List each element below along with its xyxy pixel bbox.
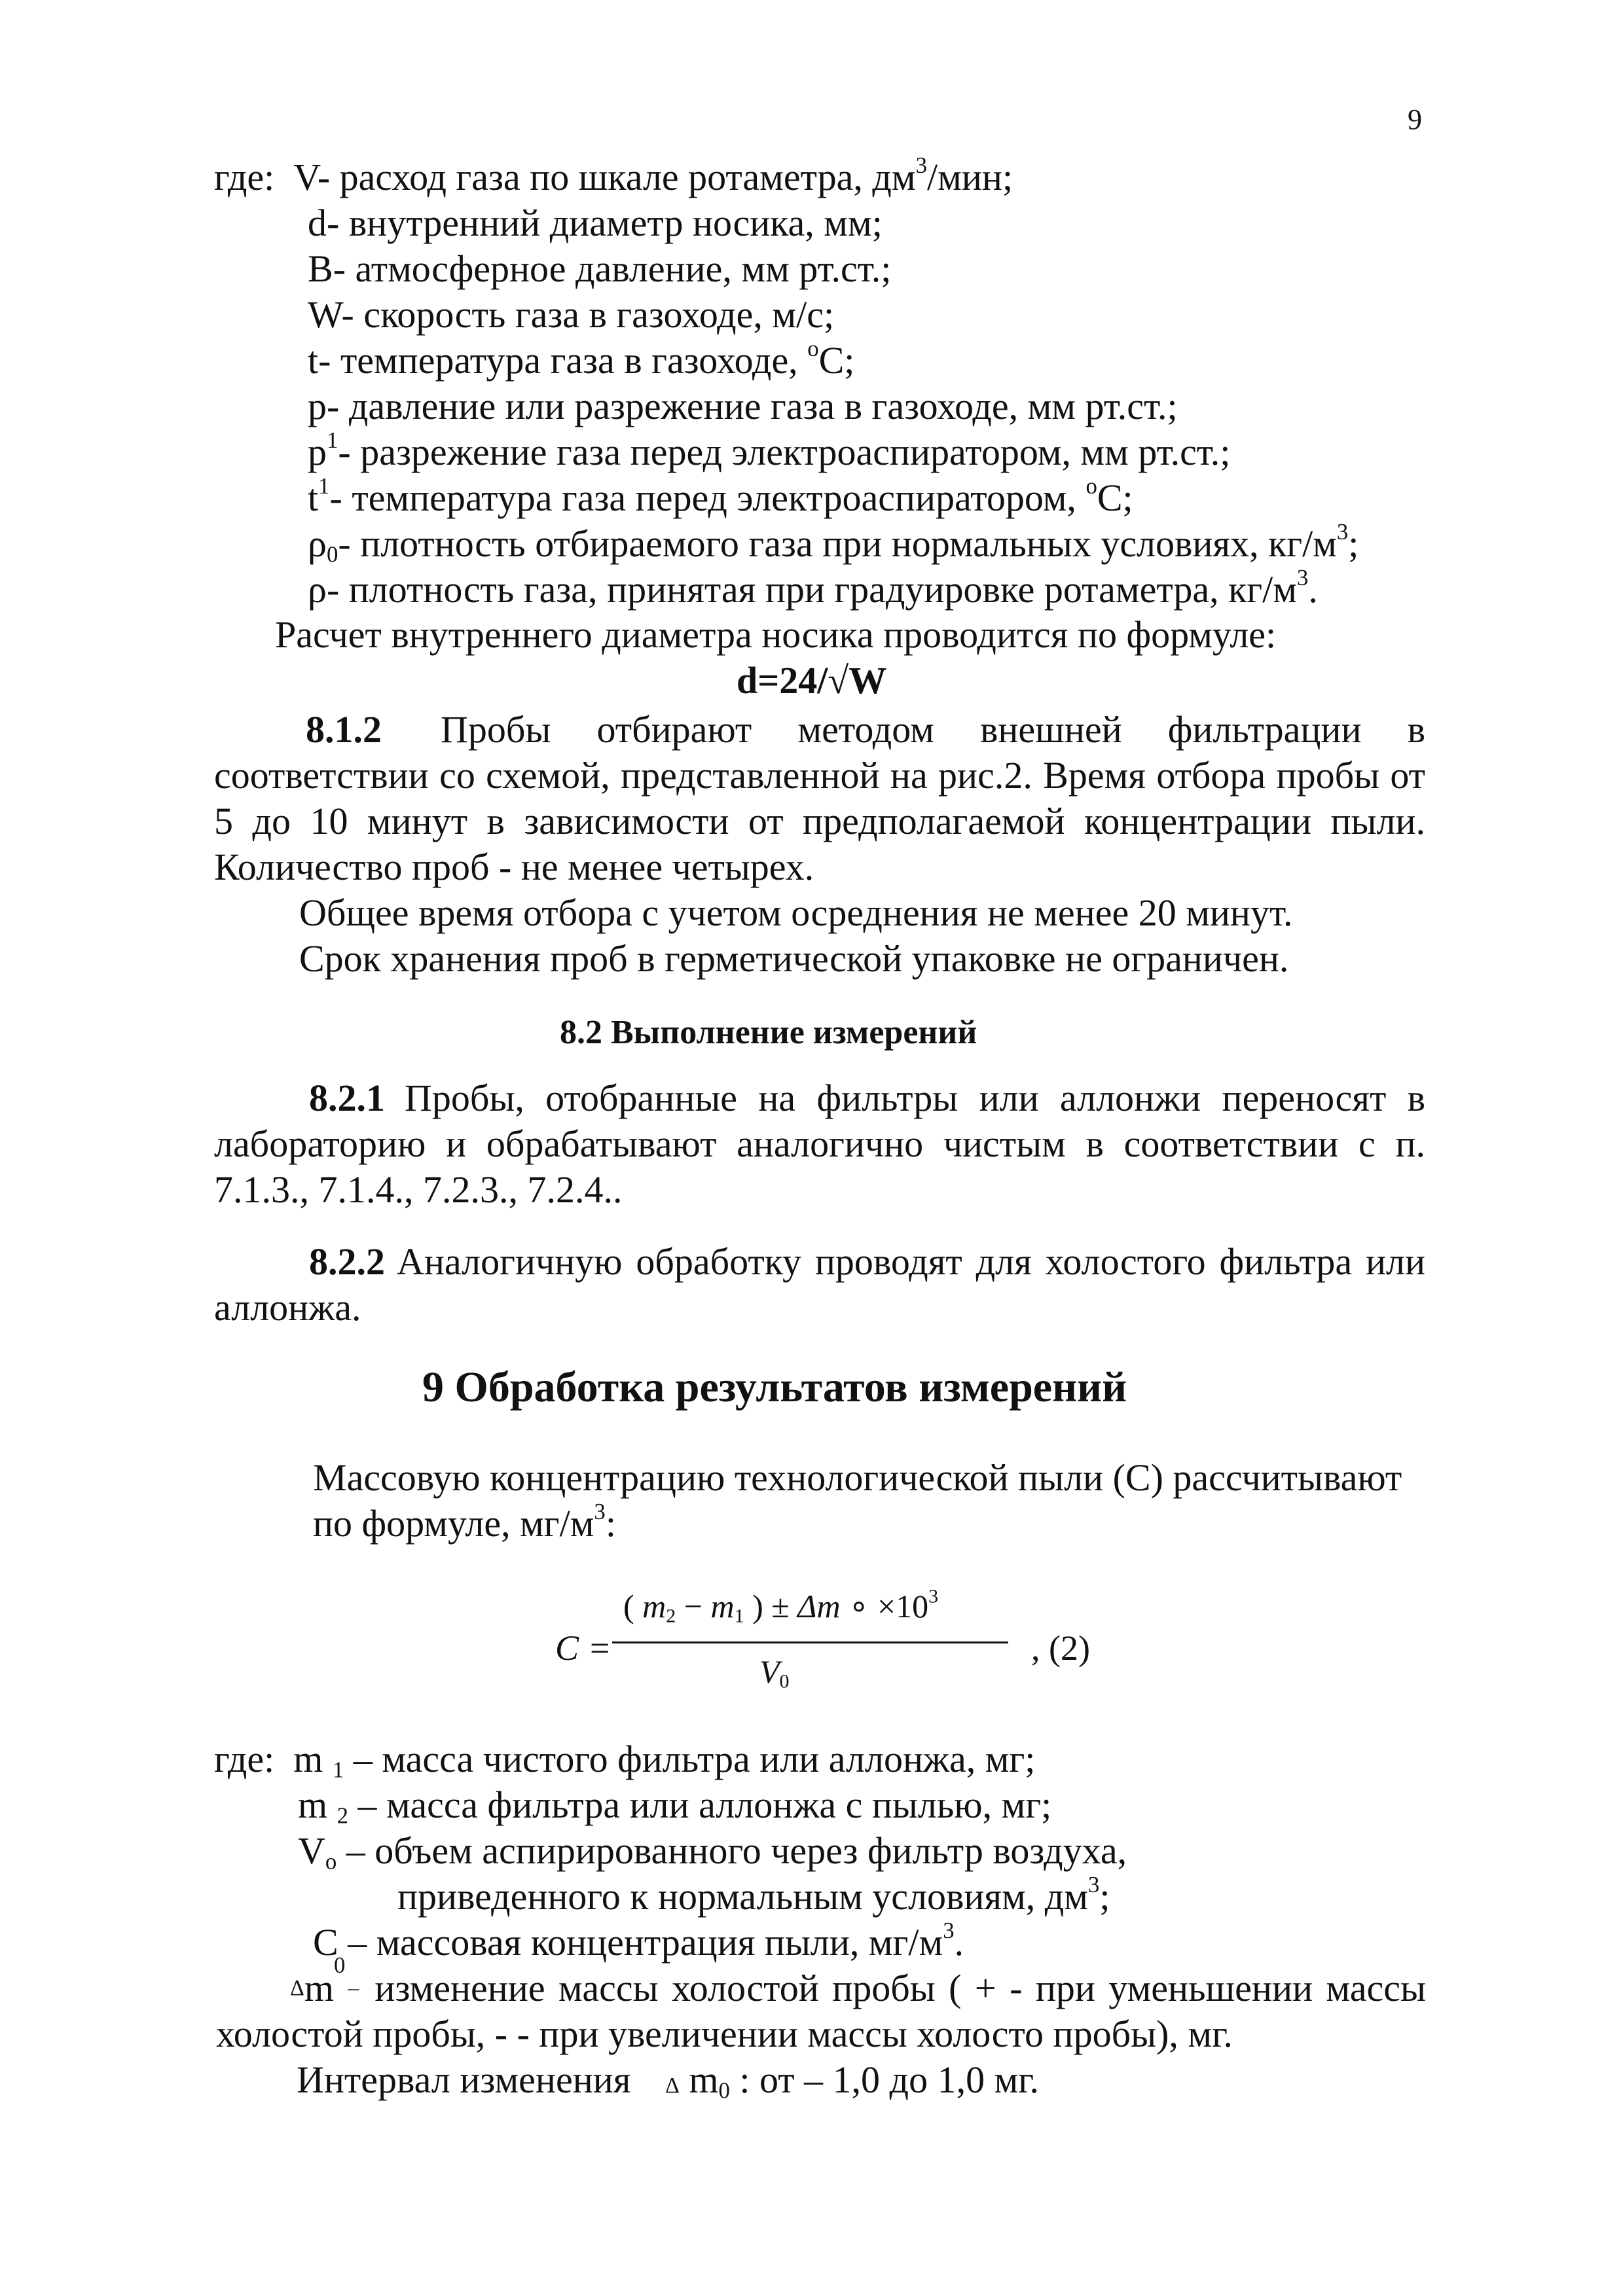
s821-line3: 7.1.3., 7.1.4., 7.2.3., 7.2.4.. [214, 1168, 623, 1211]
legend-item-b: В- атмосферное давление, мм рт.ст.; [308, 247, 892, 290]
s822-line1: 8.2.2 Аналогичную обработку проводят для холостого фильтра или [309, 1239, 1425, 1285]
fraction-bar [612, 1641, 1008, 1643]
s821-line2: лабораторию и обрабатывают аналогично чистым в соответствии с п. [214, 1122, 1425, 1165]
legend-item-p1: $р^1-$ разрежение газа перед электроаспиратором, мм рт.ст.; [308, 427, 1231, 473]
legend-item-rho: ρ- плотность газа, принятая при градуировке ротаметра, $кг/м^3$. [308, 564, 1318, 611]
section-heading-9: 9 Обработка результатов измерений [422, 1363, 1127, 1411]
conc-line2: по формуле, $мг/м^3$: [313, 1498, 616, 1545]
legend2-dm-cont: холостой пробы, - - при увеличении массы холосто пробы), мг. [216, 2013, 1233, 2055]
formula-lhs: C = [555, 1628, 611, 1668]
s812-line2: соответствии со схемой, представленной на рис.2. Время отбора пробы от [214, 754, 1425, 797]
legend2-m1: где: m $_1$ – масса чистого фильтра или аллонжа, мг; [214, 1738, 1036, 1783]
s821-number: 8.2.1 [309, 1077, 385, 1119]
s821-line1: 8.2.1 Пробы, отобранные на фильтры или аллонжи переносят в [309, 1075, 1425, 1121]
legend-item-v: где: V- расход газа по шкале ротаметра, $дм^3$/мин; [214, 152, 1013, 198]
legend2-intro: где: [214, 1738, 275, 1780]
legend2-dm: Δ m 0 – изменение массы холостой пробы ( + - при уменьшении массы [290, 1952, 1426, 2009]
legend-item-t1: $t^1-$ температура газа перед электроаспиратором, $^o$С; [308, 473, 1133, 519]
s812-line6: Срок хранения проб в герметической упаковке не ограничен. [299, 937, 1289, 980]
s812-line5: Общее время отбора с учетом осреднения не менее 20 минут. [299, 891, 1293, 934]
legend2-interval: Интервал изменения Δ $m_0$ : от – 1,0 до 1,0 мг. [297, 2058, 1040, 2104]
legend-item-p: р- давление или разрежение газа в газоходе, мм рт.ст.; [308, 385, 1178, 427]
legend-intro: где: [214, 156, 275, 198]
legend-item-t: t- температура газа в газоходе, $^o$С; [308, 335, 855, 382]
legend-item-w: W- скорость газа в газоходе, м/с; [308, 293, 835, 336]
formula-2 [524, 1585, 1090, 1718]
legend-item-d: d- внутренний диаметр носика, мм; [308, 202, 883, 244]
s812-line1: 8.1.2 Пробы отбирают методом внешней фильтрации в [306, 707, 1425, 753]
section-heading-8-2: 8.2 Выполнение измерений [560, 1014, 977, 1051]
nozzle-text: Расчет внутреннего диаметра носика проводится по формуле: [275, 613, 1277, 656]
s812-line3: 5 до 10 минут в зависимости от предполагаемой концентрации пыли. [214, 800, 1425, 842]
s822-line2: аллонжа. [214, 1286, 361, 1329]
legend2-c: С – массовая концентрация пыли, $мг/м^3$. [313, 1917, 964, 1964]
page-number: 9 [1408, 103, 1422, 135]
formula-number: , (2) [1031, 1628, 1090, 1668]
formula-denominator: $V_0$ [759, 1653, 790, 1693]
formula-numerator: ( $m_2 - m_1$ ) ± Δm ∘ $\times 10^3$ [623, 1585, 939, 1627]
legend-item-rho0: $\rho_0-$ плотность отбираемого газа при нормальных условиях, $кг/м^3$; [308, 518, 1359, 567]
s822-number: 8.2.2 [309, 1240, 385, 1283]
legend2-m2: m $_2$ – масса фильтра или аллонжа с пылью, мг; [298, 1784, 1052, 1829]
conc-line1: Массовую концентрацию технологической пыли (С) рассчитывают [313, 1456, 1402, 1499]
s812-number: 8.1.2 [306, 708, 382, 751]
legend2-v0-cont: приведенного к нормальным условиям, $дм^3$; [397, 1871, 1110, 1918]
legend2-v0: $V_о$ – объем аспирированного через фильтр воздуха, [298, 1829, 1127, 1874]
s812-line4: Количество проб - не менее четырех. [214, 846, 814, 888]
nozzle-formula: d=24/√W [737, 659, 887, 702]
